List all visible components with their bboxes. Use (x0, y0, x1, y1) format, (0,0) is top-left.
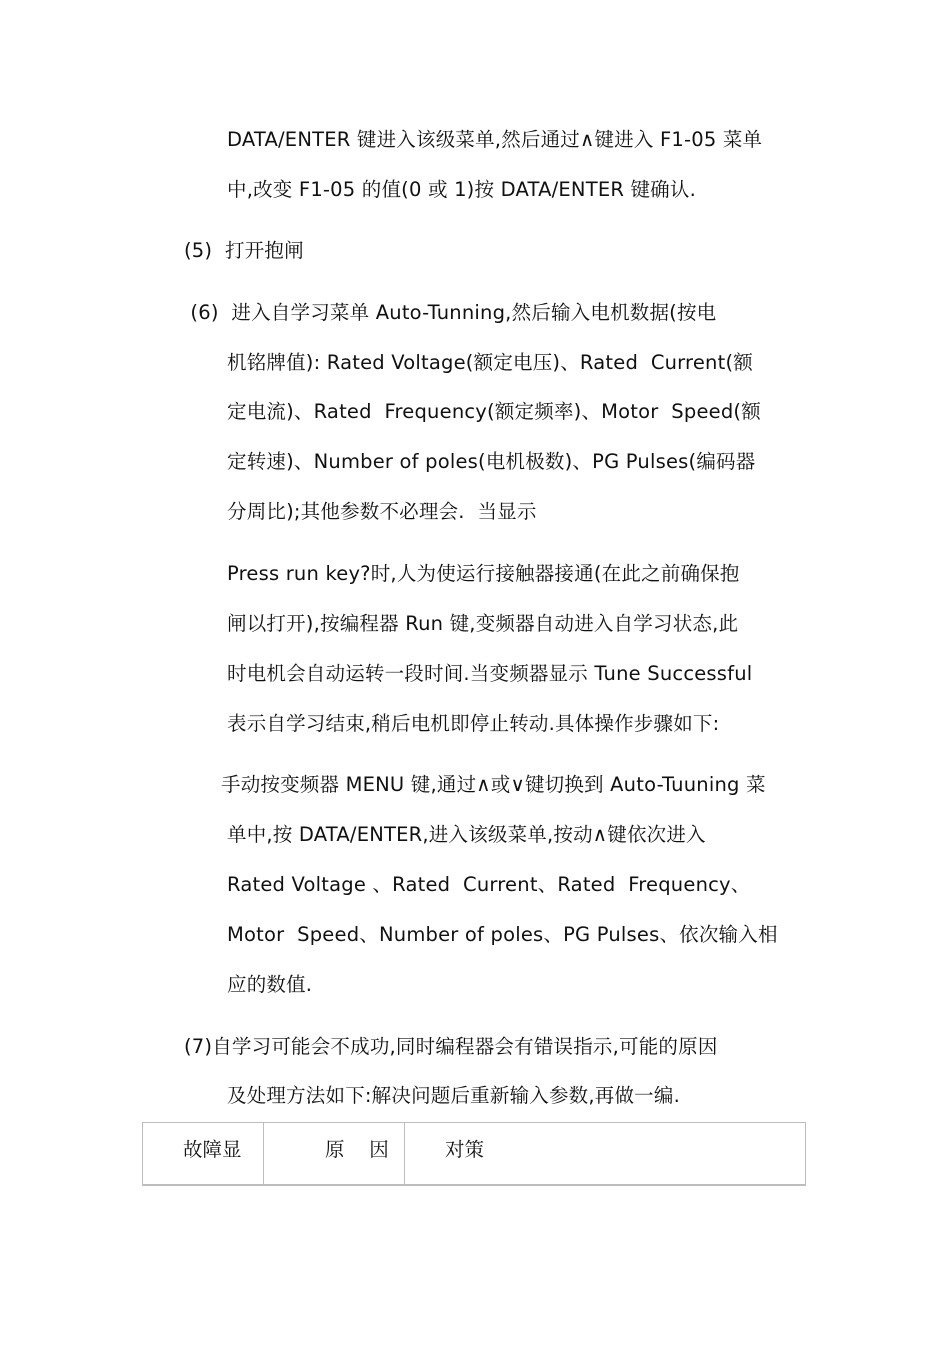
text-line: 定电流)、Rated Frequency(额定频率)、Motor Speed(额 (227, 400, 761, 423)
text-line: (7)自学习可能会不成功,同时编程器会有错误指示,可能的原因 (184, 1035, 718, 1058)
text-line: 定转速)、Number of poles(电机极数)、PG Pulses(编码器 (227, 450, 756, 473)
table-header-countermeasure: 对策 (445, 1138, 485, 1161)
text-line: 应的数值. (227, 973, 313, 996)
text-line: 及处理方法如下:解决问题后重新输入参数,再做一编. (227, 1084, 680, 1107)
fault-table (142, 1122, 806, 1186)
text-line: 时电机会自动运转一段时间.当变频器显示 Tune Successful (227, 662, 753, 685)
text-line: (5) 打开抱闸 (184, 239, 304, 262)
text-line: 表示自学习结束,稍后电机即停止转动.具体操作步骤如下: (227, 712, 720, 735)
text-line: Motor Speed、Number of poles、PG Pulses、依次输入相 (227, 923, 778, 946)
column-divider (263, 1123, 264, 1184)
text-line: DATA/ENTER 键进入该级菜单,然后通过∧键进入 F1-05 菜单 (227, 128, 763, 151)
text-line: 单中,按 DATA/ENTER,进入该级菜单,按动∧键依次进入 (227, 823, 706, 846)
text-line: 手动按变频器 MENU 键,通过∧或∨键切换到 Auto-Tuuning 菜 (221, 773, 766, 796)
text-line: 分周比);其他参数不必理会. 当显示 (227, 500, 537, 523)
column-divider (404, 1123, 405, 1184)
text-line: Rated Voltage 、Rated Current、Rated Frequency、 (227, 873, 751, 896)
text-line: 闸以打开),按编程器 Run 键,变频器自动进入自学习状态,此 (227, 612, 739, 635)
table-header-fault-display: 故障显 (183, 1138, 242, 1161)
text-line: 机铭牌值): Rated Voltage(额定电压)、Rated Current(额 (227, 351, 753, 374)
text-line: Press run key?时,人为使运行接触器接通(在此之前确保抱 (227, 562, 740, 585)
text-line: (6) 进入自学习菜单 Auto-Tunning,然后输入电机数据(按电 (184, 301, 717, 324)
text-line: 中,改变 F1-05 的值(0 或 1)按 DATA/ENTER 键确认. (227, 178, 696, 201)
table-header-cause: 原 因 (325, 1138, 389, 1161)
